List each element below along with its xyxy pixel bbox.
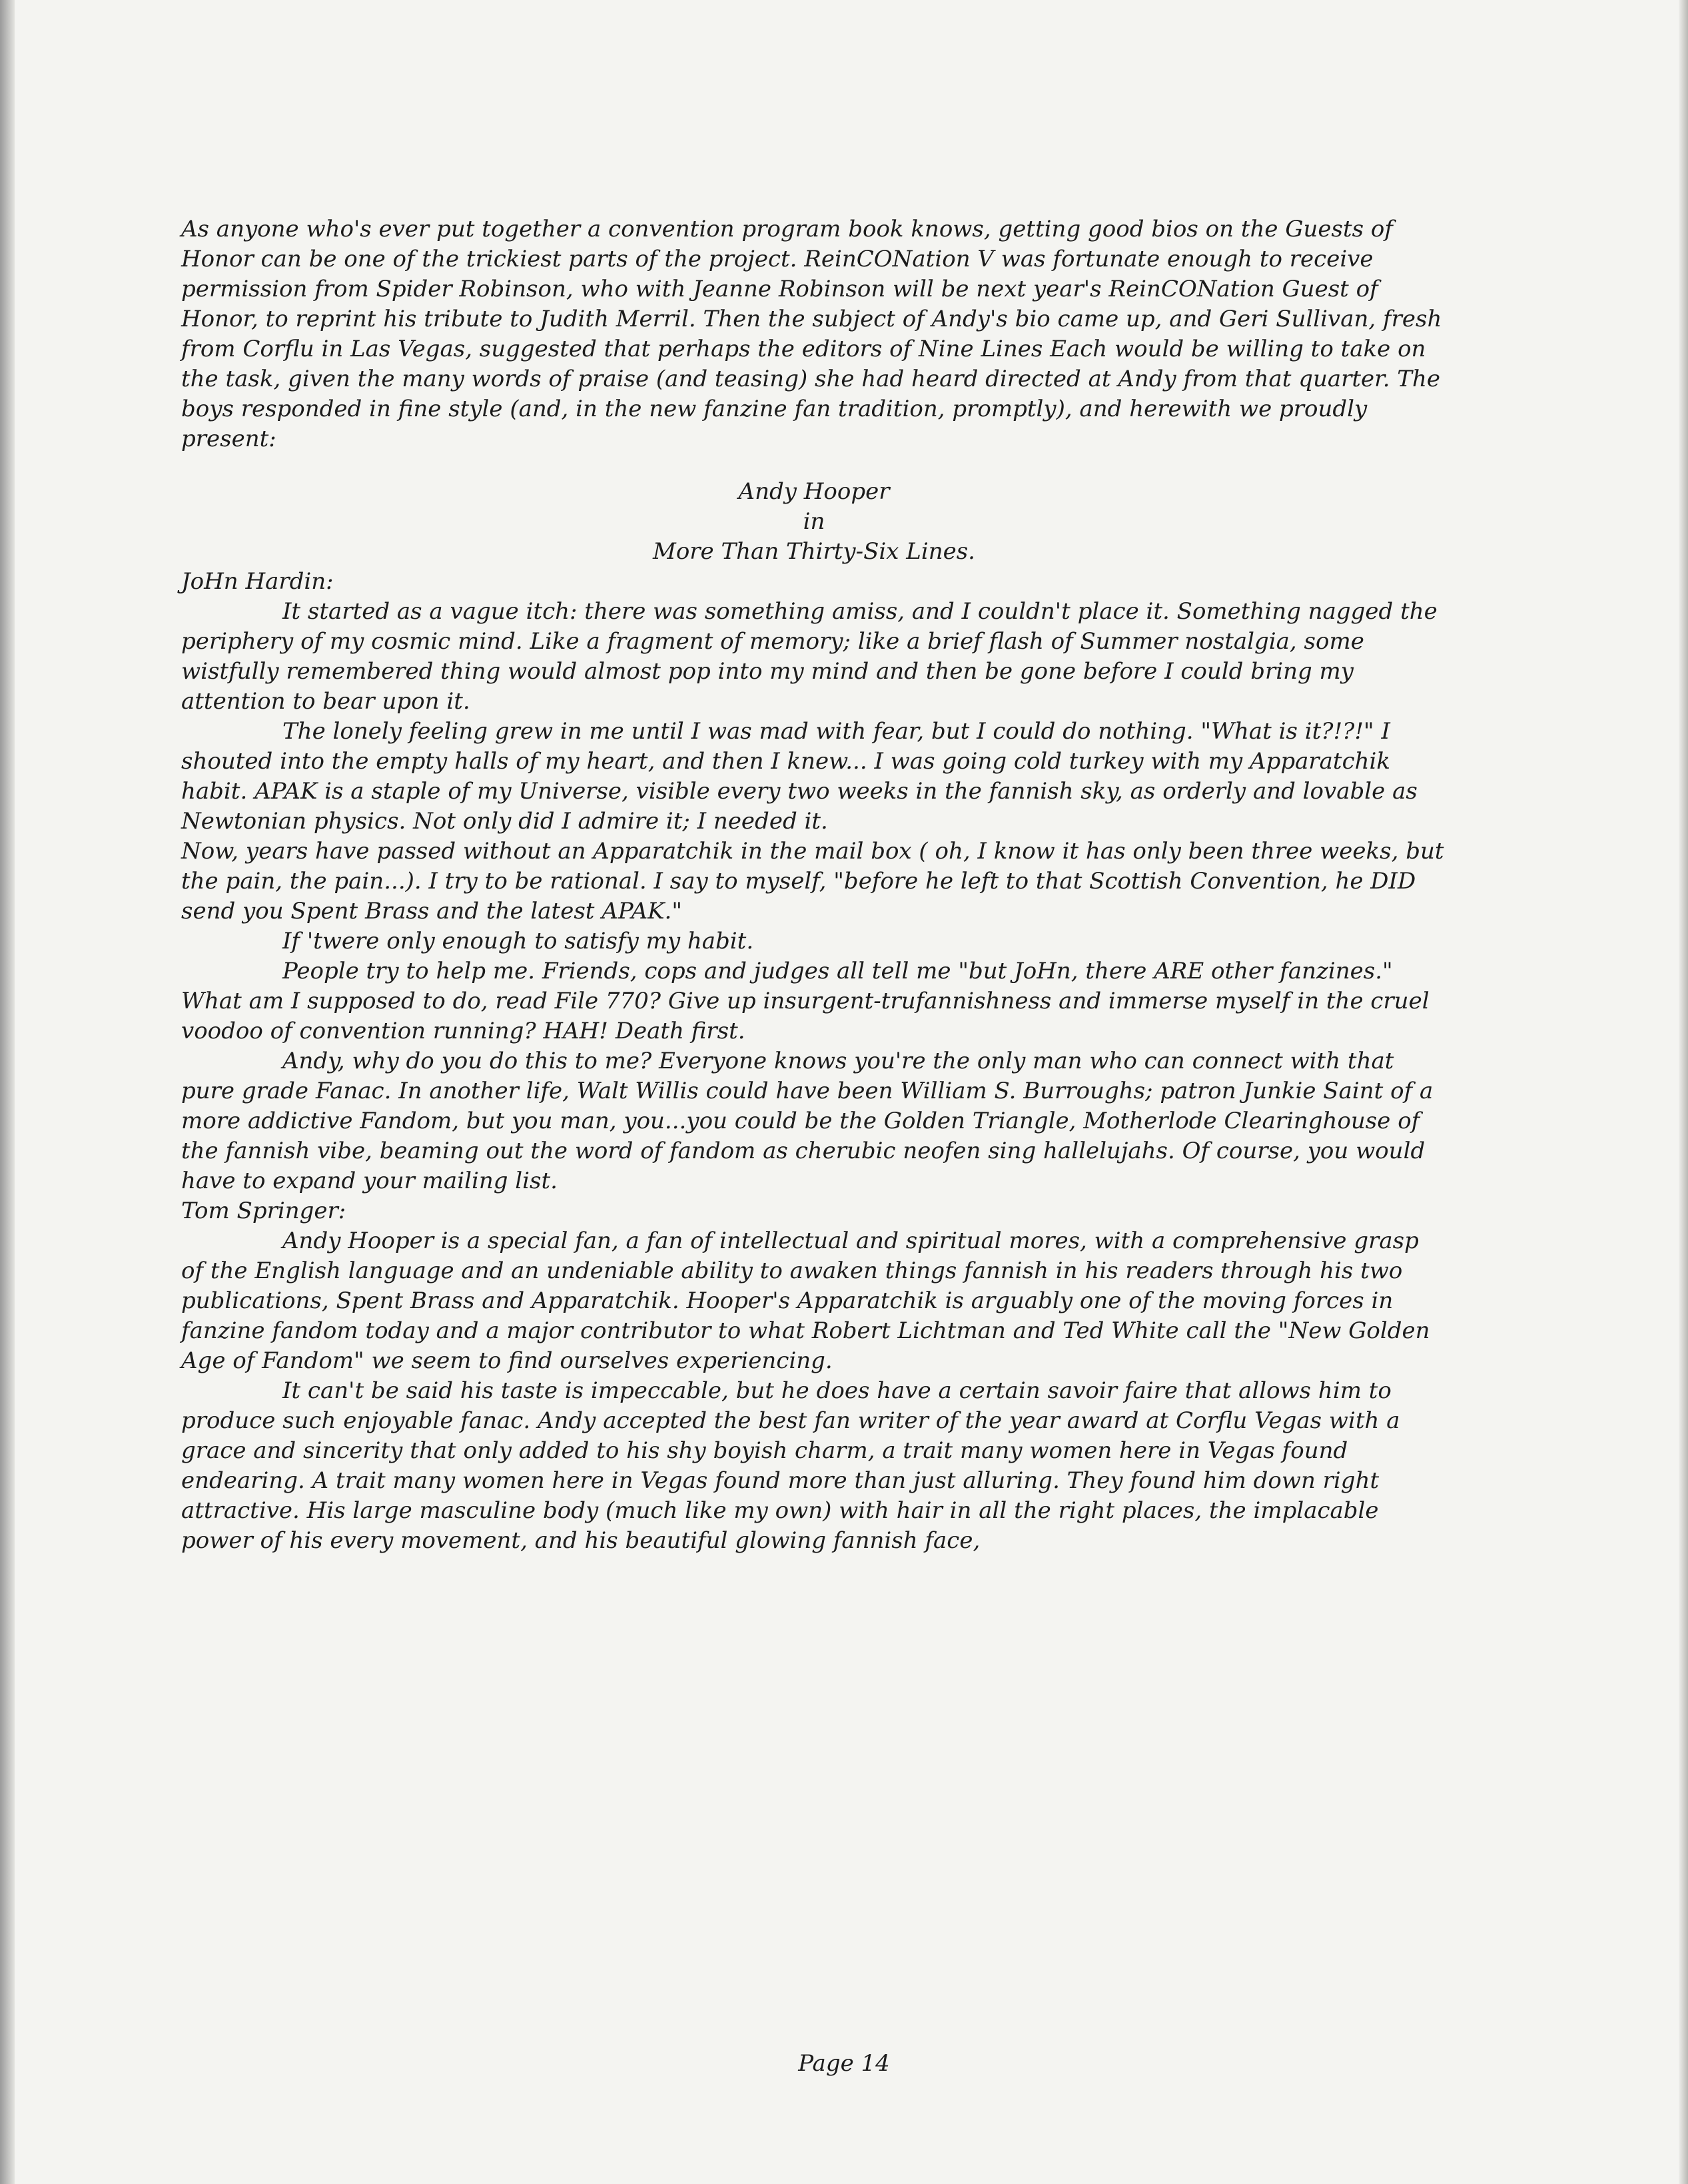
paragraph: The lonely feeling grew in me until I was mad with fear, but I could do nothing. "What is it?!?!" I shouted into the empty halls of my heart, and then I knew... I was going cold turkey with my Apparatchik habit. APAK is a staple of my Universe, visible every two weeks in the fannish sky, as orderly and lovable as Newtonian physics. Not only did I admire it; I needed it. bbox=[181, 718, 1418, 835]
paragraph: Andy, why do you do this to me? Everyone knows you're the only man who can connect with that pure grade Fanac. In another life, Walt Willis could have been William S. Burroughs; patron Junkie Saint of a more addictive Fandom, but you man, you...you could be the Golden Triangle, Motherlode Clearinghouse of the fannish vibe, beaming out the word of fandom as cherubic neofen sing hallelujahs. Of course, you would have to expand your mailing list. bbox=[181, 1048, 1434, 1194]
author-heading: JoHn Hardin: bbox=[181, 568, 334, 595]
title-name: Andy Hooper bbox=[738, 478, 890, 505]
title-subtitle: More Than Thirty-Six Lines. bbox=[653, 538, 975, 565]
author-heading: Tom Springer: bbox=[181, 1198, 346, 1224]
paragraph: Andy Hooper is a special fan, a fan of intellectual and spiritual mores, with a comprehensive grasp of the English language and an undeniable ability to awaken things fannish in his readers through his two publications, Spent Brass and Apparatchik. Hooper's Apparatchik is arguably one of the moving forces in fanzine fandom today and a major contributor to what Robert Lichtman and Ted White call the "New Golden Age of Fandom" we seem to find ourselves experiencing. bbox=[181, 1228, 1430, 1374]
paragraph: It can't be said his taste is impeccable, but he does have a certain savoir faire that allows him to produce such enjoyable fanac. Andy accepted the best fan writer of the year award at Corflu Vegas with a grace and sincerity that only added to his shy boyish charm, a trait many women here in Vegas found endearing. A trait many women here in Vegas found more than just alluring. They found him down right attractive. His large masculine body (much like my own) with hair in all the right places, the implacable power of his every movement, and his beautiful glowing fannish face, bbox=[181, 1377, 1400, 1554]
section-john-hardin bbox=[181, 567, 1447, 1196]
scan-right-edge bbox=[1679, 0, 1688, 2184]
paragraph: If 'twere only enough to satisfy my habit. bbox=[282, 928, 754, 954]
title-block bbox=[181, 477, 1447, 567]
section-tom-springer bbox=[181, 1196, 1447, 1556]
page-body bbox=[181, 214, 1447, 1556]
paragraph: People try to help me. Friends, cops and judges all tell me "but JoHn, there ARE other fanzines." What am I supposed to do, read File 770? Give up insurgent-trufannishness and immerse myself in the cruel voodoo of convention running? HAH! Death first. bbox=[181, 958, 1430, 1044]
paragraph: Now, years have passed without an Apparatchik in the mail box ( oh, I know it has only been three weeks, but the pain, the pain...). I try to be rational. I say to myself, "before he left to that Scottish Convention, he DID send you Spent Brass and the latest APAK." bbox=[181, 838, 1444, 924]
page-number: Page 14 bbox=[798, 2050, 890, 2077]
scan-left-edge bbox=[0, 0, 15, 2184]
paragraph: It started as a vague itch: there was something amiss, and I couldn't place it. Something nagged the periphery of my cosmic mind. Like a fragment of memory; like a brief flash of Summer nostalgia, some wistfully remembered thing would almost pop into my mind and then be gone before I could bring my attention to bear upon it. bbox=[181, 598, 1438, 715]
intro-paragraph: As anyone who's ever put together a convention program book knows, getting good bios on the Guests of Honor can be one of the trickiest parts of the project. ReinCONation V was fortunate enough to receive permission from Spider Robinson, who with Jeanne Robinson will be next year's ReinCONation Guest of Honor, to reprint his tribute to Judith Merril. Then the subject of Andy's bio came up, and Geri Sullivan, fresh from Corflu in Las Vegas, suggested that perhaps the editors of Nine Lines Each would be willing to take on the task, given the many words of praise (and teasing) she had heard directed at Andy from that quarter. The boys responded in fine style (and, in the new fanzine fan tradition, promptly), and herewith we proudly present: bbox=[181, 216, 1442, 452]
title-in: in bbox=[803, 508, 825, 535]
